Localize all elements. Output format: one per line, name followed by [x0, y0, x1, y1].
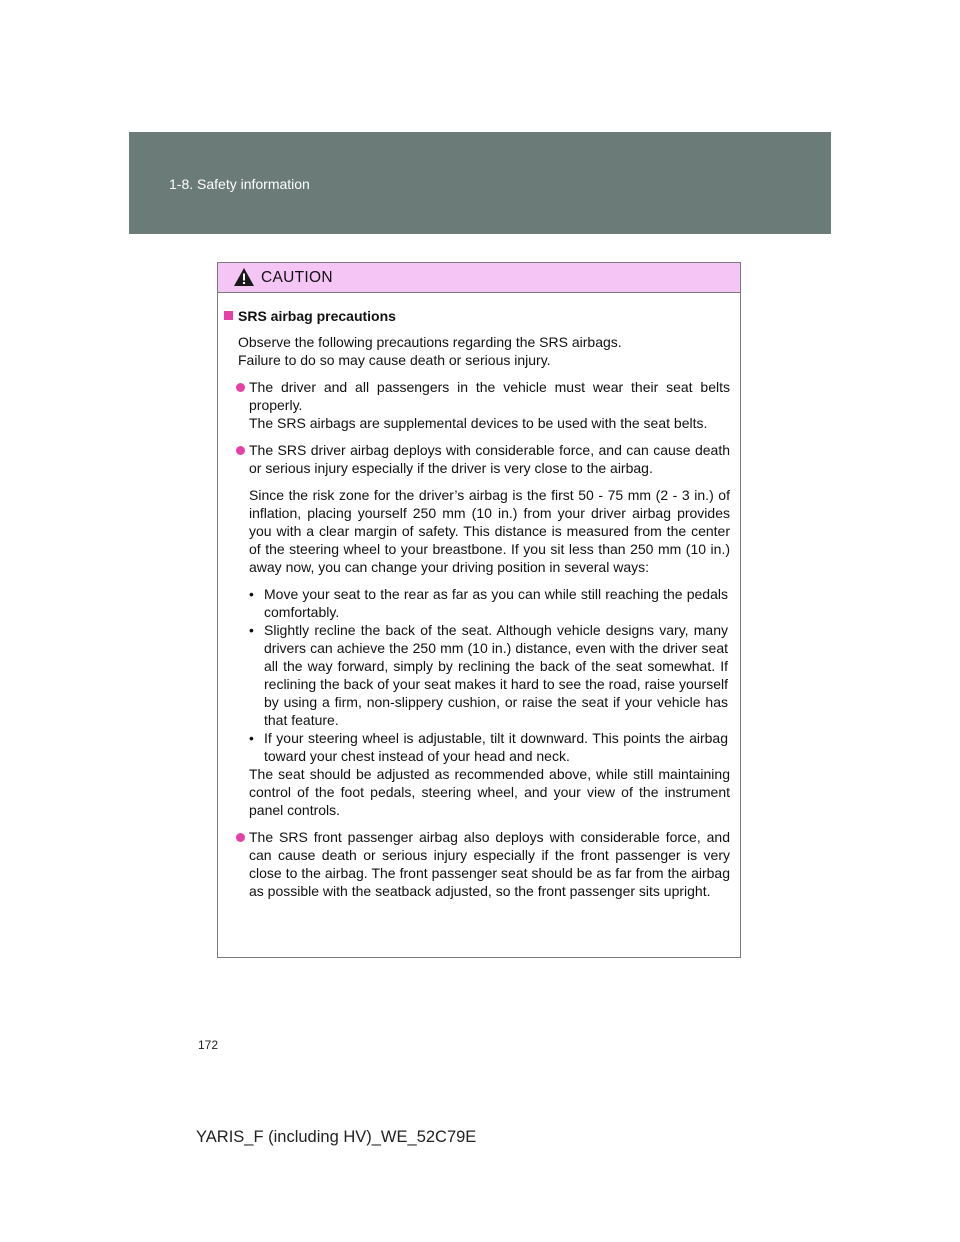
caution-header [218, 263, 740, 293]
item-text: The SRS airbags are supplemental devices to be used with the seat belts. [249, 415, 708, 431]
sub-list-item [249, 621, 728, 729]
item-text: The SRS front passenger airbag also deploys with considerable force, and can cause death or serious injury especially if the front passenger is very close to the airbag. The front passenger seat should be as far from the airbag as possible with the seatback adjusted, so the front passenger sits upright. [249, 829, 730, 899]
dot-bullet-icon: • [249, 730, 254, 746]
caution-box [217, 262, 741, 958]
document-code: YARIS_F (including HV)_WE_52C79E [196, 1128, 477, 1146]
caution-body [218, 293, 740, 900]
sub-list [249, 585, 728, 765]
intro-line: Failure to do so may cause death or serious injury. [238, 352, 551, 368]
section-label: 1-8. Safety information [169, 176, 310, 192]
list-item [249, 378, 730, 432]
subheading [224, 307, 740, 325]
sub-list-item [249, 729, 728, 765]
item-paragraph: Since the risk zone for the driver’s airbag is the first 50 - 75 mm (2 - 3 in.) of inflation, placing yourself 250 mm (10 in.) from your driver airbag provides you with a clear margin of safety. This distance is measured from the center of the steering wheel to your breastbone. If you sit less than 250 mm (10 in.) away now, you can change your driving position in several ways: [249, 487, 730, 575]
sub-item-text: Move your seat to the rear as far as you can while still reaching the pedals comfortably. [264, 586, 728, 620]
dot-bullet-icon: • [249, 586, 254, 602]
closing-paragraph-wrap [249, 765, 730, 819]
sub-item-text: If your steering wheel is adjustable, tilt it downward. This points the airbag toward your chest instead of your head and neck. [264, 730, 728, 764]
round-bullet-icon [236, 833, 245, 842]
subheading-text: SRS airbag precautions [238, 308, 396, 324]
intro-text [238, 333, 730, 369]
warning-triangle-icon [233, 267, 255, 287]
item-text: The SRS driver airbag deploys with considerable force, and can cause death or serious injury especially if the driver is very close to the airbag. [249, 442, 730, 476]
list-item [249, 441, 730, 576]
round-bullet-icon [236, 446, 245, 455]
intro-line: Observe the following precautions regarding the SRS airbags. [238, 334, 622, 350]
list-item [249, 828, 730, 900]
item-text: The driver and all passengers in the vehicle must wear their seat belts properly. [249, 379, 730, 413]
section-header-band [129, 132, 831, 234]
dot-bullet-icon: • [249, 622, 254, 638]
caution-title: CAUTION [261, 269, 333, 286]
sub-list-item [249, 585, 728, 621]
sub-item-text: Slightly recline the back of the seat. Although vehicle designs vary, many drivers can achieve the 250 mm (10 in.) distance, even with the driver seat all the way forward, simply by reclining the back of the seat somewhat. If reclining the back of your seat makes it hard to see the road, raise yourself by using a firm, non-slippery cushion, or raise the seat if your vehicle has that feature. [264, 622, 728, 728]
square-bullet-icon [224, 311, 233, 320]
page-number: 172 [198, 1038, 219, 1052]
round-bullet-icon [236, 383, 245, 392]
closing-paragraph: The seat should be adjusted as recommended above, while still maintaining control of the foot pedals, steering wheel, and your view of the instrument panel controls. [249, 766, 730, 818]
